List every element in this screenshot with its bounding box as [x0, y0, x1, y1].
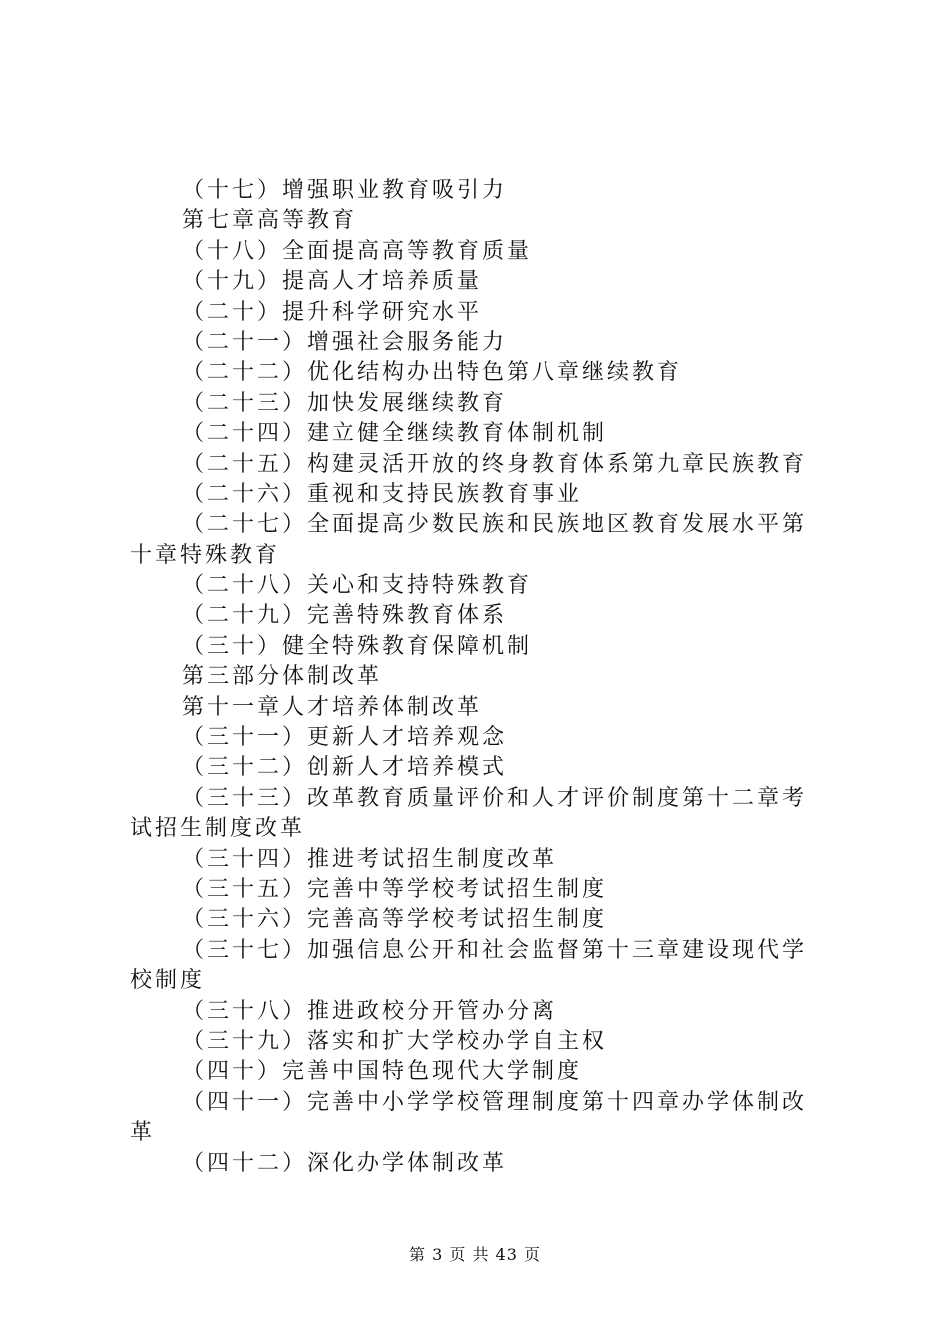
paragraph-continuation: 十章特殊教育 [130, 542, 281, 568]
paragraph-line: （三十四）推进考试招生制度改革 [182, 846, 558, 872]
paragraph-line: （二十八）关心和支持特殊教育 [182, 573, 533, 599]
paragraph-line: （三十五）完善中等学校考试招生制度 [182, 876, 608, 902]
body-text [130, 176, 830, 1179]
paragraph-line: （三十六）完善高等学校考试招生制度 [182, 907, 608, 933]
paragraph-line: （二十四）建立健全继续教育体制机制 [182, 421, 608, 447]
paragraph-line: （二十五）构建灵活开放的终身教育体系第九章民族教育 [182, 451, 808, 477]
paragraph-line: （三十九）落实和扩大学校办学自主权 [182, 1028, 608, 1054]
chapter-heading: 第十一章人才培养体制改革 [182, 694, 483, 720]
paragraph-line: （二十一）增强社会服务能力 [182, 329, 508, 355]
paragraph-line: （三十一）更新人才培养观念 [182, 725, 508, 751]
paragraph-line: （四十）完善中国特色现代大学制度 [182, 1059, 583, 1085]
paragraph-continuation: 校制度 [130, 968, 206, 994]
page-footer: 第 3 页 共 43 页 [409, 1245, 541, 1264]
paragraph-line: （十八）全面提高高等教育质量 [182, 238, 533, 264]
paragraph-line: （三十八）推进政校分开管办分离 [182, 998, 558, 1024]
paragraph-line: （二十三）加快发展继续教育 [182, 390, 508, 416]
paragraph-line: （十九）提高人才培养质量 [182, 269, 483, 295]
paragraph-line: （二十七）全面提高少数民族和民族地区教育发展水平第 [182, 512, 808, 538]
paragraph-line: （四十一）完善中小学学校管理制度第十四章办学体制改 [182, 1089, 808, 1115]
paragraph-line: （三十七）加强信息公开和社会监督第十三章建设现代学 [182, 937, 808, 963]
paragraph-line: （二十六）重视和支持民族教育事业 [182, 481, 583, 507]
part-heading: 第三部分体制改革 [182, 664, 383, 690]
paragraph-line: （二十二）优化结构办出特色第八章继续教育 [182, 360, 683, 386]
paragraph-line: （三十二）创新人才培养模式 [182, 755, 508, 781]
paragraph-continuation: 试招生制度改革 [130, 816, 306, 842]
paragraph-line: （三十）健全特殊教育保障机制 [182, 633, 533, 659]
paragraph-continuation: 革 [130, 1120, 156, 1146]
paragraph-line: （二十）提升科学研究水平 [182, 299, 483, 325]
chapter-heading: 第七章高等教育 [182, 208, 358, 234]
paragraph-line: （十七）增强职业教育吸引力 [182, 178, 508, 203]
paragraph-line: （三十三）改革教育质量评价和人才评价制度第十二章考 [182, 785, 808, 811]
paragraph-line: （二十九）完善特殊教育体系 [182, 603, 508, 629]
paragraph-line: （四十二）深化办学体制改革 [182, 1150, 508, 1176]
